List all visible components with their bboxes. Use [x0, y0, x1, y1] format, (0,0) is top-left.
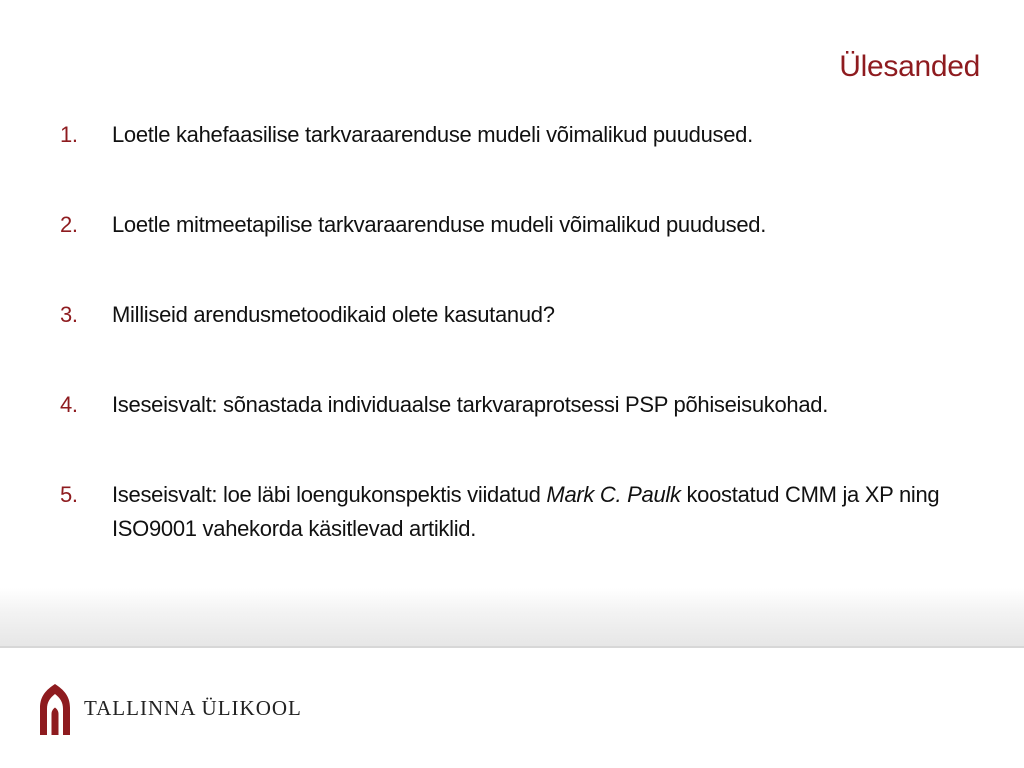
task-text-2: Loetle mitmeetapilise tarkvaraarenduse mudeli võimalikud puudused.: [112, 212, 767, 237]
footer-divider: [0, 646, 1024, 648]
task-text-5-author: Mark C. Paulk: [546, 482, 681, 507]
task-text-4: Iseseisvalt: sõnastada individuaalse tarkvaraprotsessi PSP põhiseisukohad.: [112, 392, 829, 417]
task-item-3: [60, 298, 960, 332]
task-item-4: [60, 388, 960, 422]
task-number-5: 5.: [60, 482, 78, 507]
task-text-1: Loetle kahefaasilise tarkvaraarenduse mudeli võimalikud puudused.: [112, 122, 753, 147]
task-text-3: Milliseid arendusmetoodikaid olete kasutanud?: [112, 302, 555, 327]
task-item-5: [60, 478, 960, 546]
university-logo: [36, 680, 302, 736]
task-number-1: 1.: [60, 122, 78, 147]
task-number-2: 2.: [60, 212, 78, 237]
task-item-2: [60, 208, 960, 242]
task-list: [60, 118, 960, 602]
footer-band: [0, 588, 1024, 648]
task-text-5-part-1: Iseseisvalt: loe läbi loengukonspektis viidatud: [112, 482, 547, 507]
task-item-1: [60, 118, 960, 152]
slide-title: Ülesanded: [839, 50, 980, 83]
task-text-5-part-2: koostatud CMM ja XP ning ISO9001 vahekorda käsitlevad artiklid.: [112, 482, 940, 541]
task-number-3: 3.: [60, 302, 78, 327]
university-arch-logo-icon: [36, 680, 74, 736]
task-text-5: [112, 478, 960, 546]
university-name: TALLINNA ÜLIKOOL: [84, 695, 302, 720]
task-number-4: 4.: [60, 392, 78, 417]
